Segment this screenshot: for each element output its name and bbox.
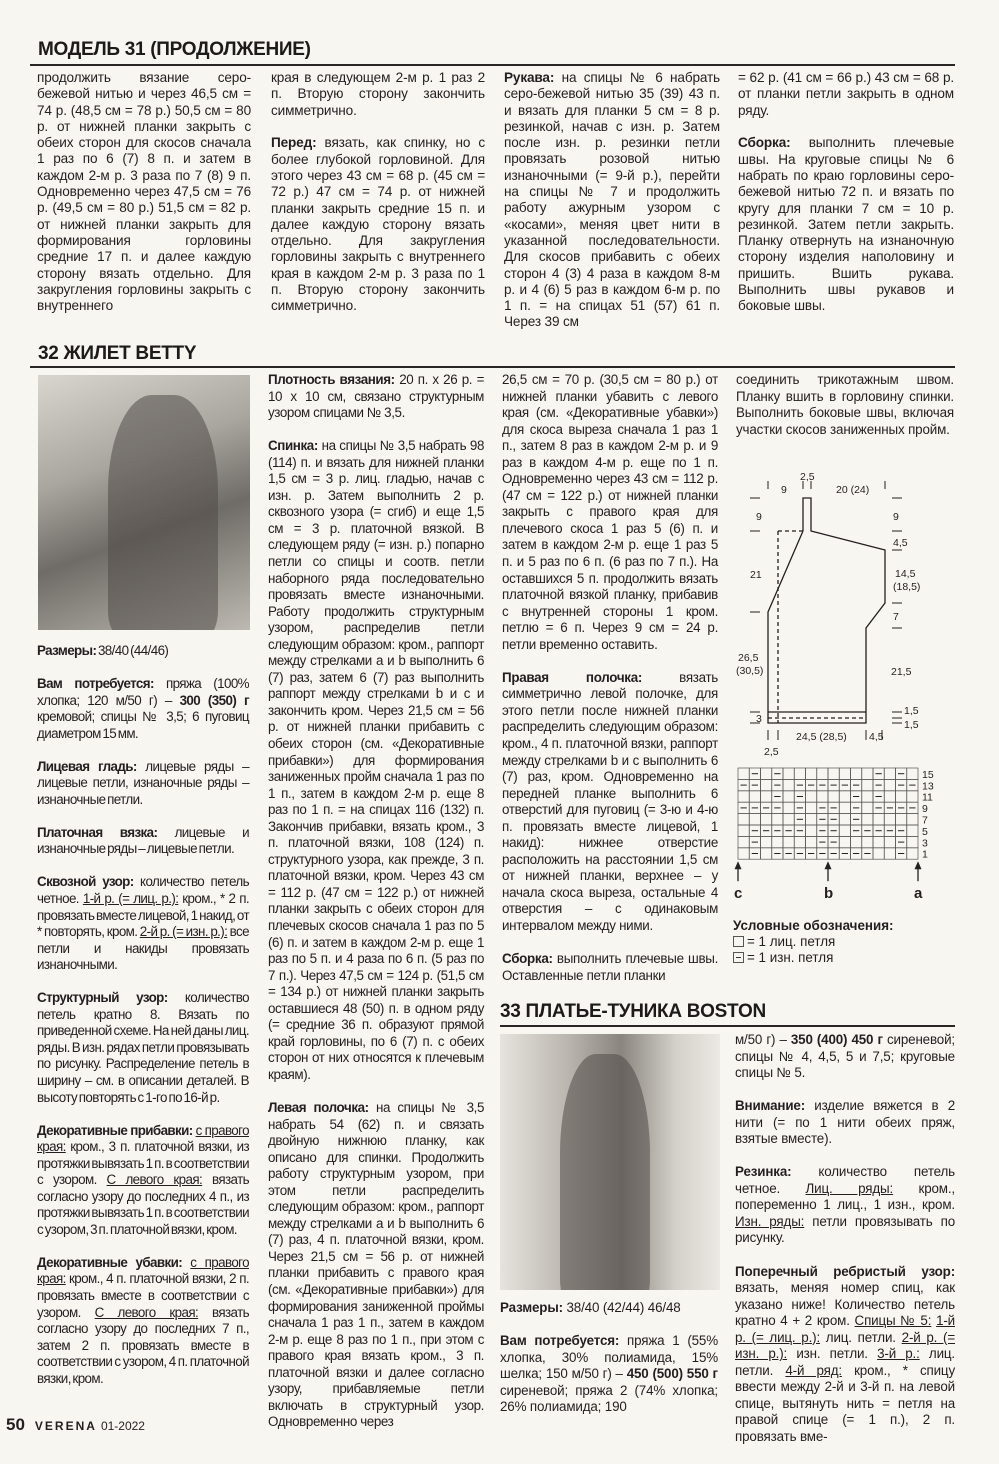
chart-cell (873, 848, 884, 859)
paragraph-text: вязать, как спинку, но с более глубокой горловиной. Для этого через 43 см = 68 р. (45 см = 72 р.) 47 см = 74 р. от нижней планки закрыть средние 15 п. и далее каждую сторону вязать отдельно. Для закругления горловины закрыть с внутреннего края в каждом 2-м р. 3 раза по 1 п. Вторую сторону закончить симметрично. (271, 135, 485, 314)
section-title-model-33: 33 ПЛАТЬЕ-ТУНИКА BOSTON (500, 1001, 766, 1022)
paragraph (37, 1255, 249, 1387)
row-number: 11 (922, 791, 933, 804)
label-hem-row-2: 1,5 (904, 719, 919, 731)
subheading: 2-й р. (= изн. р.): (139, 924, 228, 940)
magazine-brand: VERENA (34, 1419, 97, 1433)
chart-cell (772, 836, 783, 847)
model33-column-2 (735, 1032, 955, 1446)
subheading: 3-й р.: (877, 1346, 920, 1362)
label-front-height: 26,5 (738, 652, 759, 664)
chart-cell (884, 848, 895, 859)
chart-cell (839, 768, 850, 779)
subheading: 1-й р. (= лиц. р.): (735, 1313, 955, 1345)
paragraph-heading: Сквозной узор: (37, 874, 141, 890)
section-title-model-32: 32 ЖИЛЕТ BETTY (38, 343, 197, 364)
paragraph (735, 1032, 955, 1082)
label-side-height: 21,5 (891, 666, 912, 678)
paragraph-text: кром., * спицу ввести между 2-й и 3-й п. на левой спице, вытянуть нить = петля на правой спице (= 1 п.), 2 п. провязать вме- (735, 1362, 955, 1444)
paragraph-text: лицевые ряды – лицевые петли, изнаночные ряды – изнаночные петли. (37, 758, 249, 807)
chart-cell (783, 768, 794, 779)
chart-cell (884, 779, 895, 790)
paragraph-heading: Спинка: (268, 438, 322, 454)
label-hem-row-1: 1,5 (904, 705, 919, 717)
chart-cell (873, 836, 884, 847)
label-width: 24,5 (28,5) (796, 731, 847, 743)
paragraph-text: на спицы № 3,5 набрать 54 (62) п. и связать двойную нижнюю планку, как описано для спинки. Продолжить работу структурным узором, при этом петли распределить следующим образом: кром., раппорт между стрелками а и b выполнить 6 (7) раз, 4 п. платочной вязки, кром. Через 21,5 см = 56 р. от нижней планки прибавить с правого края (см. «Декоративные прибавки») для формирования заниженной проймы сначала 1 раз 1 п., затем в каждом 2-м р. еще 8 раз по 1 п., при этом с правого края вязать кром., 3 п. платочной вязки и далее согласно узору, прибавляемые петли включать в структурный узор. Одновременно через (268, 1099, 484, 1430)
paragraph-heading: Плотность вязания: (268, 372, 400, 387)
paragraph (502, 951, 718, 984)
chart-cell (749, 814, 760, 825)
chart-cell (862, 814, 873, 825)
knit-chart (734, 768, 934, 902)
subheading: С левого края: (106, 1172, 203, 1188)
paragraph-text: кром., 3 п. платочной вязки, из протяжки вывязать 1 п. в соответствии с узором. (37, 1139, 249, 1188)
subheading: Лиц. ряды: (805, 1180, 894, 1196)
chart-cell (907, 768, 918, 779)
paragraph-text: на спицы № 3,5 набрать 98 (114) п. и вязать для нижней планки 1,5 см = 3 р. лиц. гладью, начав с изн. р. Затем выполнить 2 р. сквозного узора (= сгиб) и еще 1,5 см = 3 р. платочной вязкой. В следующем ряду (= изн. р.) попарно петли со спицы и соотв. петли наборного ряда последовательно провязать вместе изнаночными. Работу продолжить структурным узором, распределив петли следующим образом: кром., раппорт между стрелками а и b выполнить 6 (7) раз, затем 6 (7) раз выполнить раппорт между стрелками b и с и закончить кром. Через 21,5 см = 56 р. от нижней планки прибавить с обеих сторон (см. «Декоративные прибавки») для формирования заниженных пройм сначала 1 раз по 1 п., затем в каждом 2-м р. еще 8 раз по 1 п. = на спицах 116 (132) п. Закончив прибавки, вязать кром., 3 п. платочной вязки, 108 (124) п. структурного узора, как прежде, 3 п. платочной вязки, кром. Через 43 см = 112 р. (47 см = 122 р.) от нижней планки закрыть с обеих сторон для плечевых скосов сначала 1 раз по 5 (6) п. и затем в каждом 2-м р. еще 1 раз по 5 п. и 4 раза по 6 п. (5 раз по 7 п.). Через 47,5 см = 124 р. (51,5 см = 134 р.) от нижней планки закрыть оставшиеся 48 (50) п. в одном ряду (= средние 36 п. образуют прямой край горловины, по 6 (7) п. с обеих сторон от них относятся к плечевым краям). (268, 438, 484, 1082)
chart-cell (806, 791, 817, 802)
label-collar-width: 2,5 (800, 471, 815, 483)
paragraph-text: изделие вяжется в 2 нити (= по 1 нити обеих пряж, взятые вместе). (735, 1098, 955, 1147)
chart-cell (761, 779, 772, 790)
chart-cell (884, 791, 895, 802)
label-armhole-increase: 7 (893, 611, 899, 623)
chart-cell (806, 825, 817, 836)
chart-cell (738, 768, 749, 779)
paragraph-text: сиреневой; пряжа 2 (74% хлопка; 26% полиамида; 190 (500, 1382, 718, 1415)
chart-cell (828, 791, 839, 802)
arrow-head-icon (915, 861, 922, 869)
chart-cell (907, 848, 918, 859)
row-number: 9 (922, 803, 928, 816)
paragraph-heading: Декоративные убавки: (37, 1254, 191, 1270)
label-front-height-alt: (30,5) (736, 665, 764, 677)
row-number: 7 (922, 814, 928, 827)
chart-cell (761, 791, 772, 802)
chart-cell (783, 802, 794, 813)
arrow-label: b (824, 885, 834, 903)
chart-cell (828, 768, 839, 779)
arrow-head-icon (735, 861, 742, 869)
paragraph (735, 1264, 955, 1446)
chart-cell (884, 836, 895, 847)
label-shoulder-right: 20 (24) (836, 484, 870, 496)
chart-cell (884, 768, 895, 779)
paragraph-heading: 350 (400) 450 г (790, 1032, 887, 1047)
paragraph-heading: Вам потребуется: (37, 676, 166, 692)
chart-cell (896, 791, 907, 802)
chart-cell (907, 814, 918, 825)
chart-cell (806, 802, 817, 813)
paragraph-text: все петли и накиды провязать изнаночными. (37, 924, 249, 973)
chart-cell (783, 779, 794, 790)
issue-number: 01-2022 (100, 1419, 145, 1433)
paragraph-text: кром., попеременно 1 лиц., 1 изн., кром. (735, 1180, 955, 1213)
paragraph-text: выполнить плечевые швы. На круговые спицы № 6 набрать по краю горловины серо-бежевой нитью 72 п. и вязать по кругу для планки 7 см = 10 р. резинкой. Затем петли закрыть. Планку отвернуть на изнаночную сторону изделия наполовину и пришить. Вшить рукава. Выполнить швы рукавов и боковые швы. (738, 135, 954, 314)
subheading: 2-й р. (= изн. р.): (735, 1329, 955, 1362)
chart-cell (873, 814, 884, 825)
section-title-model-31: МОДЕЛЬ 31 (ПРОДОЛЖЕНИЕ) (38, 39, 311, 60)
paragraph-text: = 62 р. (41 см = 66 р.) 43 см = 68 р. от планки петли закрыть в одном ряду. (738, 70, 954, 118)
paragraph-text: количество петель кратно 8. Вязать по приведенной схеме. На ней даны лиц. ряды. В изн. рядах петли провязывать по рисунку. Распределение петель в ширину – см. в описании деталей. В высоту повторять с 1-го по 16-й р. (37, 990, 249, 1105)
paragraph-text: края в следующем 2-м р. 1 раз 2 п. Вторую сторону закончить симметрично. (271, 70, 485, 118)
paragraph-heading: Перед: (271, 135, 325, 151)
chart-cell (783, 814, 794, 825)
paragraph-text: пряжа (100% хлопка; 120 м/50 г) – (37, 676, 249, 708)
paragraph-text: 38/40 (44/46) (97, 643, 169, 658)
paragraph (37, 990, 249, 1106)
paragraph (500, 1300, 718, 1317)
paragraph-heading: Сборка: (502, 951, 557, 967)
chart-cell (783, 791, 794, 802)
paragraph-heading: Лицевая гладь: (37, 758, 146, 774)
paragraph-text: пряжа 1 (55% хлопка, 30% полиамида, 15% шелка; 150 м/50 г) – (500, 1333, 718, 1382)
paragraph-text: лицевые и изнаночные ряды – лицевые петли. (37, 824, 249, 857)
label-neck-slope: 21 (750, 569, 762, 581)
tunic-boston-photo (500, 1034, 720, 1290)
paragraph-text: вязать согласно узору до последних 4 п., из протяжки вывязать 1 п. в соответствии с узором, 3 п. платочной вязки, кром. (37, 1172, 249, 1237)
page-number: 50 (6, 1415, 25, 1434)
row-number: 5 (922, 825, 928, 838)
legend-knit-label: = 1 лиц. петля (747, 934, 836, 949)
subheading: С левого края: (94, 1304, 199, 1320)
chart-cell (794, 768, 805, 779)
paragraph-text: кремовой; спицы № 3,5; 6 пуговиц диаметром 15 мм. (37, 709, 249, 741)
chart-cell (839, 814, 850, 825)
legend-item-knit (733, 934, 894, 950)
row-number: 1 (922, 848, 928, 861)
chart-cell (907, 791, 918, 802)
paragraph (735, 1098, 955, 1148)
chart-cell (761, 836, 772, 847)
label-band: 2,5 (764, 746, 779, 758)
paragraph-text: на спицы № 6 набрать серо-бежевой нитью 35 (39) 43 п. и вязать для планки 5 см = 8 р. резинкой, начав с изн. р. Затем после изн. р. резинки петли провязать розовой нитью изнаночными (= 9-й р.), перейти на спицы № 7 и продолжить работу ажурным узором с «косами», меняя цвет нити в указанной последовательности. Для скосов прибавить с обеих сторон 4 (3) 4 раза в каждом 8-м р. и 4 (6) 5 раз в каждом 6-м р. по 1 п. = на спицах 51 (57) 61 п. Через 39 см (504, 70, 720, 330)
legend-title: Условные обозначения: (733, 918, 894, 933)
paragraph-text: петли провязывать по рисунку. (735, 1213, 955, 1246)
chart-cell (772, 814, 783, 825)
label-width-right: 4,5 (869, 731, 884, 743)
page-footer (6, 1415, 145, 1435)
section-divider (500, 1025, 955, 1027)
chart-legend (733, 918, 894, 966)
paragraph-text: количество петель четное. (37, 874, 249, 907)
label-collar-height-left: 9 (756, 511, 762, 523)
chart-cell (839, 791, 850, 802)
chart-cell (806, 836, 817, 847)
chart-cell (761, 848, 772, 859)
label-collar-height-right: 9 (893, 511, 899, 523)
chart-cell (907, 836, 918, 847)
paragraph-text: 20 п. х 26 р. = 10 х 10 см, связано структурным узором спицами № 3,5. (268, 372, 485, 421)
subheading: Изн. ряды: (735, 1213, 805, 1229)
subheading: с правого края: (37, 1122, 249, 1155)
paragraph-heading: Платочная вязка: (37, 824, 175, 840)
paragraph-heading: Правая полочка: (502, 669, 680, 685)
paragraph-heading: Структурный узор: (37, 990, 185, 1006)
paragraph-heading: Резинка: (735, 1164, 819, 1180)
chart-cell (862, 779, 873, 790)
paragraph-text: вязать согласно узору до последних 7 п., затем 2 п. провязать вместе в соответствии с узором, 4 п. платочной вязки, кром. (37, 1304, 249, 1386)
label-shoulder-drop: 4,5 (893, 537, 908, 549)
paragraph-text: кром., * 2 п. провязать вместе лицевой, 1 накид, от * повторять, кром. (37, 891, 250, 940)
chart-cell (783, 836, 794, 847)
pattern-outline (750, 481, 902, 740)
chart-cell (806, 814, 817, 825)
paragraph (500, 1333, 718, 1416)
chart-cell (839, 802, 850, 813)
paragraph-text: выполнить плечевые швы. Оставленные петли планки (502, 951, 718, 983)
label-shoulder-left: 9 (781, 484, 787, 496)
chart-cell (839, 825, 850, 836)
paragraph-text: изн. петли. (787, 1346, 878, 1362)
paragraph-heading: Размеры: (37, 643, 98, 658)
chart-cell (738, 791, 749, 802)
subheading: Спицы № 5: (854, 1313, 932, 1329)
paragraph-heading: 450 (500) 550 г (626, 1366, 718, 1382)
chart-cell (862, 768, 873, 779)
paragraph-heading: Размеры: (500, 1300, 567, 1315)
chart-cell (738, 814, 749, 825)
chart-cell (738, 825, 749, 836)
paragraph-text: кром., 4 п. платочной вязки, 2 п. провязать вместе в соответствии с узором. (37, 1271, 249, 1320)
paragraph-heading: Вам потребуется: (500, 1333, 628, 1349)
label-hem: 3 (756, 713, 762, 725)
chart-cell (738, 836, 749, 847)
chart-cell (738, 848, 749, 859)
chart-cell (817, 791, 828, 802)
chart-cell (862, 791, 873, 802)
chart-cell (862, 802, 873, 813)
chart-cell (862, 836, 873, 847)
paragraph-text: количество петель четное. (735, 1164, 955, 1196)
paragraph-text: м/50 г) – (735, 1032, 791, 1047)
paragraph (37, 1123, 249, 1239)
paragraph (735, 1164, 955, 1247)
label-armhole-alt: (18,5) (893, 581, 921, 593)
paragraph-heading: Сборка: (738, 135, 809, 151)
chart-cell (851, 768, 862, 779)
row-number: 3 (922, 837, 928, 850)
paragraph-heading: Левая полочка: (268, 1099, 377, 1115)
paragraph-heading: Внимание: (735, 1098, 815, 1114)
subheading: 1-й р. (= лиц. р.): (82, 891, 179, 907)
chart-cell (907, 825, 918, 836)
paragraph-text: 38/40 (42/44) 46/48 (566, 1300, 681, 1315)
chart-cell (794, 836, 805, 847)
chart-cell (896, 814, 907, 825)
subheading: 4-й ряд: (785, 1362, 842, 1378)
paragraph-text: лиц. петли. (735, 1346, 956, 1378)
paragraph-text: лиц. петли. (820, 1329, 902, 1345)
paragraph-text: продолжить вязание серо-бежевой нитью и через 46,5 см = 74 р. (48,5 см = 78 р.) 50,5 см = 80 р. от нижней планки закрыть с обеих сторон для скосов сначала 1 раз по 6 (7) 8 п. и затем в каждом 2-м р. 3 раза по 7 (8) 9 п. Одновременно через 47,5 см = 76 р. (49,5 см = 80 р.) 51,5 см = 82 р. от нижней планки закрыть для формирования горловины средние 17 п. и далее каждую сторону вязать отдельно. Для закругления горловины закрыть с внутреннего (37, 70, 251, 314)
chart-cell (761, 814, 772, 825)
chart-cell (761, 768, 772, 779)
paragraph-heading: Декоративные прибавки: (37, 1122, 196, 1138)
legend-purl-label: = 1 изн. петля (747, 950, 834, 965)
chart-cell (884, 814, 895, 825)
purl-stitch-icon (733, 952, 744, 963)
paragraph-text: соединить трикотажным швом. Планку вшить в горловину спинки. Выполнить боковые швы, включая участки скосов заниженных пройм. (736, 372, 954, 437)
chart-cell (851, 836, 862, 847)
paragraph-text: сиреневой; спицы № 4, 4,5, 5 и 7,5; круговые спицы № 5. (735, 1032, 955, 1081)
chart-cell (806, 768, 817, 779)
chart-cell (839, 836, 850, 847)
paragraph-text: вязать симметрично левой полочке, для этого петли после нижней планки распределить следующим образом: кром., 4 п. платочной вязки, раппорт между стрелками b и с выполнить 6 (7) раз, кром. Одновременно на передней планке выполнить 6 отверстий для пуговиц (= 3-ю и 4-ю п. провязать вместе лицевой, 1 накид): нижнее отверстие расположить на расстоянии 1,5 см от нижней планки, верхнее – у начала скоса выреза, остальные 4 отверстия – с одинаковым интервалом между ними. (502, 669, 718, 933)
row-number: 13 (922, 780, 934, 793)
chart-cell (749, 791, 760, 802)
paragraph-text: 26,5 см = 70 р. (30,5 см = 80 р.) от нижней планки убавить с левого края (см. «Декоративные убавки») для скоса выреза сначала 1 раз 1 п., затем 8 раз в каждом 2-м р. и 9 раз в каждом 4-м р. еще по 1 п. Одновременно через 43 см = 112 р. (47 см = 122 р.) от нижней планки закрыть с правого края для плечевого скоса 1 раз 5 (6) п. и затем в каждом 2-м р. еще 1 раз 5 п. и 5 раз по 6 п. (6 раз по 7 п.). На оставшихся 5 п. продолжить вязать платочной вязкой планку, прибавив с внутренней стороны 1 кром. петлю = 6 п. Через 9 см = 24 р. петли временно оставить. (502, 372, 718, 652)
paragraph-heading: Рукава: (504, 70, 562, 85)
paragraph (268, 1100, 484, 1431)
paragraph-text: вязать, меняя номер спиц, как указано ниже! Количество петель кратно 4 + 2 кром. (735, 1280, 955, 1329)
label-armhole: 14,5 (895, 568, 916, 580)
legend-item-purl (733, 950, 894, 966)
paragraph-heading: 300 (350) г (179, 692, 249, 708)
row-number: 15 (922, 768, 934, 781)
model-figure (560, 1054, 650, 1290)
paragraph-heading: Поперечный ребристый узор: (735, 1263, 955, 1279)
arrow-label: c (734, 885, 743, 903)
subheading: с правого края: (37, 1254, 249, 1287)
model33-column-1 (500, 1300, 718, 1416)
chart-cell (817, 768, 828, 779)
arrow-head-icon (825, 861, 832, 869)
knit-stitch-icon (733, 936, 744, 947)
arrow-label: a (914, 885, 923, 903)
